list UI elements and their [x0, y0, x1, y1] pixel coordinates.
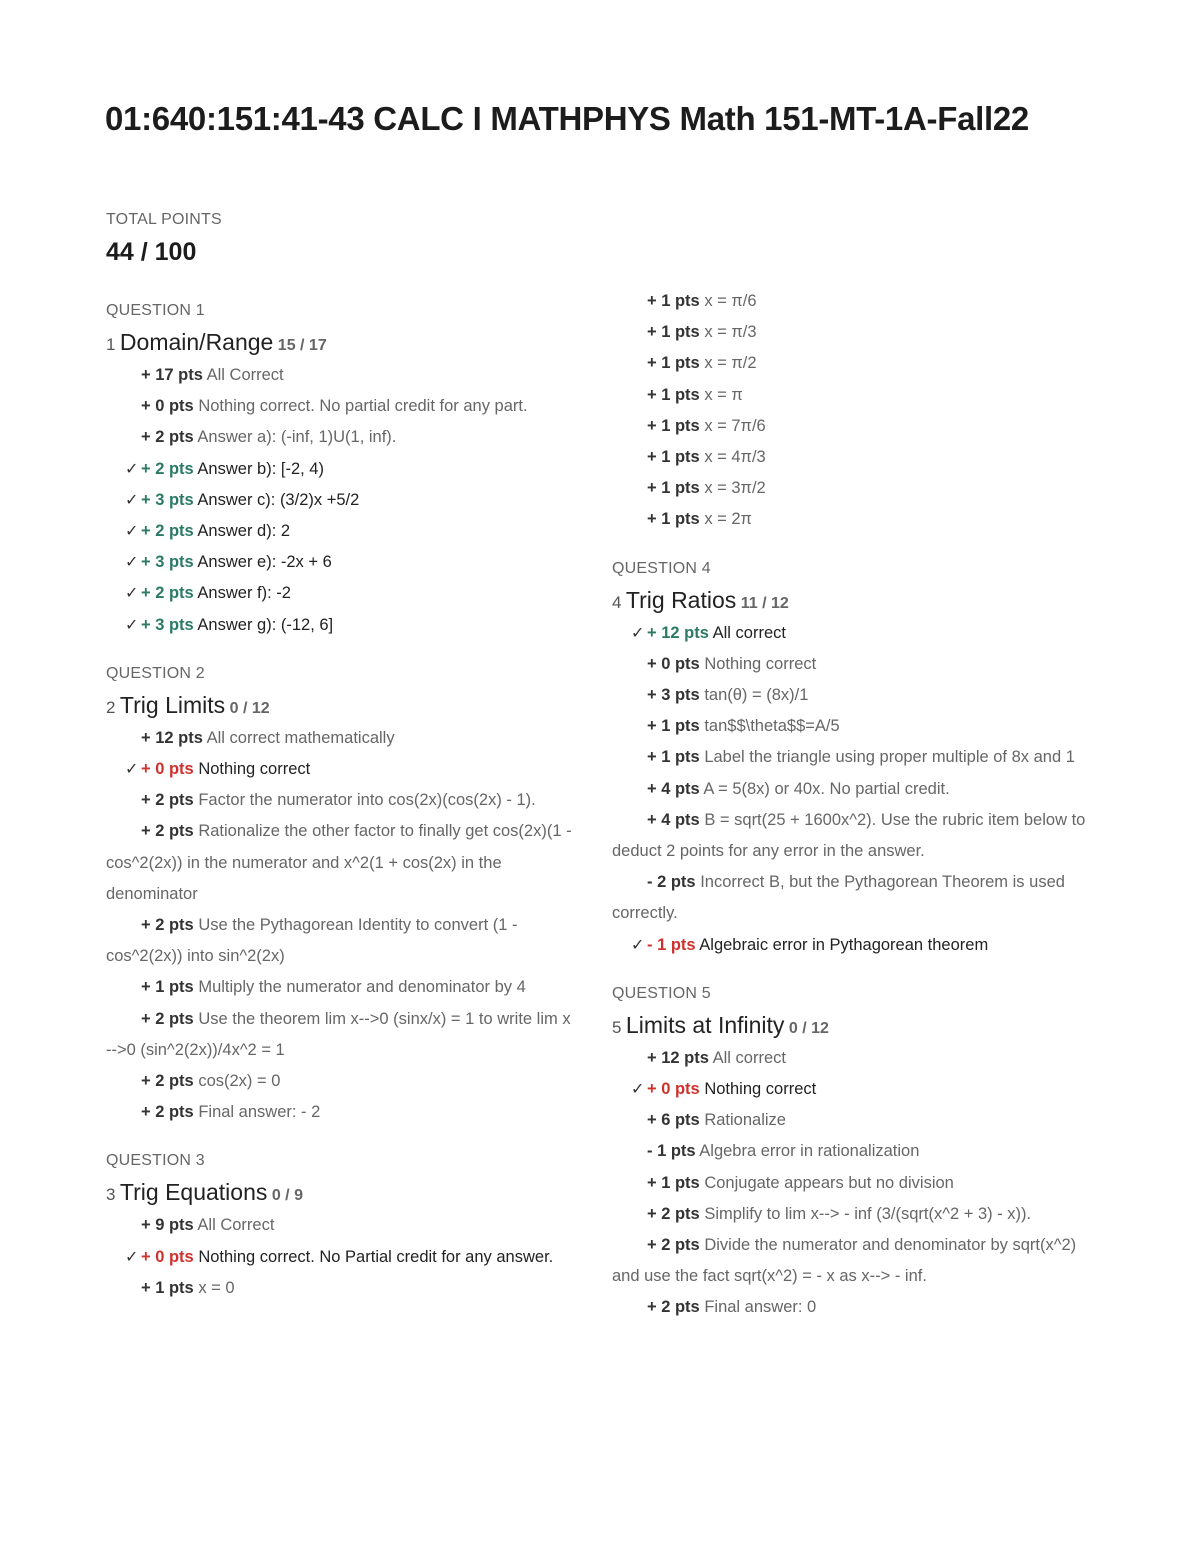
rubric-description: Final answer: - 2 [198, 1103, 321, 1122]
question-heading [106, 687, 576, 723]
rubric-points: + 1 pts [647, 416, 700, 435]
rubric-item [612, 286, 1098, 317]
rubric-description: Nothing correct. No Partial credit for any answer. [198, 1247, 554, 1266]
rubric-description: Use the theorem lim x-->0 (sinx/x) = 1 to write lim x -->0 (sin^2(2x))/4x^2 = 1 [106, 1009, 571, 1059]
rubric-points: + 0 pts [141, 760, 194, 779]
question-number: 3 [106, 1185, 116, 1205]
rubric-item [106, 816, 576, 910]
rubric-item [106, 910, 576, 972]
rubric-item [612, 1043, 1098, 1074]
rubric-points: + 2 pts [647, 1204, 700, 1223]
rubric-item [612, 411, 1098, 442]
rubric-points: + 12 pts [647, 623, 709, 642]
rubric-description: Nothing correct [704, 654, 817, 673]
rubric-item [612, 380, 1098, 411]
question-label: QUESTION 3 [106, 1152, 205, 1170]
rubric-description: Answer g): (-12, 6] [197, 615, 334, 634]
rubric-points: + 1 pts [647, 292, 700, 310]
checkmark-icon: ✓ [125, 1248, 139, 1266]
rubric-description: Answer b): [-2, 4) [197, 459, 324, 478]
checkmark-icon: ✓ [125, 616, 139, 634]
rubric-description: Nothing correct [704, 1080, 817, 1099]
question-label: QUESTION 2 [106, 664, 205, 682]
total-points-value: 44 / 100 [106, 238, 197, 266]
question-heading [106, 1174, 576, 1210]
checkmark-icon: ✓ [631, 1081, 645, 1099]
rubric-points: + 3 pts [141, 553, 194, 572]
rubric-description: x = π/3 [704, 323, 757, 342]
rubric-points: + 4 pts [647, 779, 700, 798]
rubric-description: Answer c): (3/2)x +5/2 [197, 490, 360, 509]
rubric-item [612, 1105, 1098, 1136]
rubric-description: Algebraic error in Pythagorean theorem [699, 935, 989, 954]
rubric-points: + 3 pts [647, 686, 700, 705]
rubric-description: Nothing correct. No partial credit for any part. [198, 397, 528, 416]
checkmark-icon: ✓ [125, 491, 139, 509]
rubric-description: Divide the numerator and denominator by sqrt(x^2) and use the fact sqrt(x^2) = - x as x--> - inf. [612, 1236, 1077, 1286]
total-points-label: TOTAL POINTS [106, 211, 222, 228]
question-title: Domain/Range [119, 329, 274, 355]
rubric-description: B = sqrt(25 + 1600x^2). Use the rubric item below to deduct 2 points for any error in the answer. [612, 810, 1086, 861]
rubric-points: + 2 pts [647, 1236, 700, 1255]
rubric-description: tan(θ) = (8x)/1 [704, 686, 809, 705]
rubric-description: All Correct [206, 366, 284, 384]
rubric-description: Rationalize [704, 1111, 786, 1130]
question-score: 15 / 17 [277, 337, 327, 354]
page-title: 01:640:151:41-43 CALC I MATHPHYS Math 151-MT-1A-Fall22 [105, 100, 1029, 137]
rubric-item [106, 547, 576, 578]
question-heading [612, 1007, 1098, 1043]
checkmark-icon: ✓ [631, 936, 645, 954]
rubric-item [106, 516, 576, 547]
rubric-points: + 2 pts [141, 584, 194, 603]
question-title: Trig Ratios [625, 586, 737, 613]
rubric-description: x = π/2 [704, 354, 757, 373]
rubric-item [612, 317, 1098, 348]
question-score: 0 / 9 [271, 1187, 303, 1205]
question-label: QUESTION 5 [612, 984, 711, 1002]
rubric-item [612, 711, 1098, 742]
rubric-points: + 2 pts [141, 1072, 194, 1091]
rubric-item [106, 754, 576, 785]
rubric-description: All Correct [197, 1216, 275, 1235]
rubric-points: + 0 pts [647, 1080, 700, 1099]
rubric-item [106, 1004, 576, 1066]
rubric-points: + 2 pts [141, 822, 194, 841]
rubric-item [106, 391, 576, 422]
question-score: 0 / 12 [229, 699, 270, 717]
rubric-description: x = 3π/2 [704, 479, 766, 498]
rubric-item [612, 742, 1098, 773]
rubric-item [106, 785, 576, 816]
rubric-points: + 2 pts [141, 428, 194, 447]
rubric-description: Incorrect B, but the Pythagorean Theorem is used correctly. [612, 873, 1065, 923]
question-title: Trig Limits [119, 691, 226, 718]
question-heading [106, 324, 576, 360]
rubric-description: Simplify to lim x--> - inf (3/(sqrt(x^2 + 3) - x)). [704, 1204, 1032, 1223]
rubric-description: All correct [712, 623, 786, 642]
rubric-points: + 3 pts [141, 490, 194, 509]
rubric-points: + 12 pts [647, 1048, 709, 1067]
rubric-item [612, 1136, 1098, 1167]
rubric-description: Answer d): 2 [197, 522, 291, 541]
rubric-description: Answer f): -2 [197, 584, 291, 603]
rubric-description: x = 4π/3 [704, 448, 766, 467]
rubric-points: + 2 pts [141, 459, 194, 478]
rubric-points: + 1 pts [647, 510, 700, 529]
rubric-item [106, 454, 576, 485]
rubric-points: + 3 pts [141, 615, 194, 634]
rubric-item [612, 504, 1098, 535]
rubric-points: + 6 pts [647, 1111, 700, 1130]
rubric-points: + 1 pts [647, 1173, 700, 1192]
rubric-item [106, 1066, 576, 1097]
rubric-item [106, 610, 576, 641]
rubric-points: + 1 pts [647, 448, 700, 467]
checkmark-icon: ✓ [125, 761, 139, 779]
rubric-description: All correct mathematically [206, 728, 395, 747]
rubric-description: x = π [704, 385, 743, 404]
rubric-description: x = 2π [704, 510, 752, 529]
rubric-description: Nothing correct [198, 760, 311, 779]
rubric-description: A = 5(8x) or 40x. No partial credit. [703, 779, 950, 798]
question-number: 4 [612, 592, 622, 612]
question-number: 1 [106, 335, 116, 354]
question-label: QUESTION 1 [106, 302, 205, 319]
left-column [106, 298, 576, 1304]
rubric-points: + 2 pts [141, 1009, 194, 1028]
rubric-item [612, 1074, 1098, 1105]
rubric-points: + 1 pts [647, 717, 700, 736]
rubric-item [612, 649, 1098, 680]
rubric-description: Algebra error in rationalization [699, 1142, 920, 1161]
question-label: QUESTION 4 [612, 559, 711, 577]
rubric-item [106, 723, 576, 754]
rubric-description: Rationalize the other factor to finally get cos(2x)(1 - cos^2(2x)) in the numerator and x^2(1 + cos(2x) in the denominator [106, 822, 572, 903]
rubric-points: + 2 pts [647, 1298, 700, 1317]
rubric-points: + 1 pts [647, 354, 700, 373]
rubric-description: Conjugate appears but no division [704, 1173, 954, 1192]
rubric-points: + 4 pts [647, 810, 700, 829]
rubric-points: + 2 pts [141, 916, 194, 935]
checkmark-icon: ✓ [631, 624, 645, 642]
rubric-description: tan$$\theta$$=A/5 [704, 717, 840, 736]
rubric-description: x = 7π/6 [704, 416, 766, 435]
checkmark-icon: ✓ [125, 460, 139, 478]
rubric-item [612, 774, 1098, 805]
rubric-item [106, 360, 576, 391]
rubric-item [106, 1273, 576, 1304]
checkmark-icon: ✓ [125, 585, 139, 603]
rubric-description: Use the Pythagorean Identity to convert (1 - cos^2(2x)) into sin^2(2x) [106, 916, 518, 966]
rubric-points: + 1 pts [141, 1278, 194, 1297]
question-title: Limits at Infinity [625, 1011, 785, 1038]
rubric-item [106, 1097, 576, 1128]
question-number: 2 [106, 697, 116, 717]
rubric-item [612, 442, 1098, 473]
rubric-item [106, 485, 576, 516]
rubric-description: Answer e): -2x + 6 [197, 553, 332, 572]
rubric-description: Answer a): (-inf, 1)U(1, inf). [197, 428, 397, 447]
rubric-points: + 1 pts [647, 479, 700, 498]
rubric-item [106, 972, 576, 1003]
rubric-item [612, 867, 1098, 929]
rubric-points: + 1 pts [647, 323, 700, 342]
rubric-item [106, 1242, 576, 1273]
rubric-description: x = π/6 [704, 292, 757, 310]
rubric-description: Final answer: 0 [704, 1298, 817, 1317]
rubric-item [612, 1168, 1098, 1199]
rubric-points: + 0 pts [647, 654, 700, 673]
rubric-item [106, 578, 576, 609]
rubric-item [612, 680, 1098, 711]
question-heading [612, 582, 1098, 618]
rubric-item [612, 1230, 1098, 1292]
rubric-points: + 1 pts [647, 748, 700, 767]
question-score: 0 / 12 [788, 1019, 829, 1037]
rubric-points: + 2 pts [141, 791, 194, 810]
rubric-item [612, 1292, 1098, 1323]
rubric-item [612, 473, 1098, 504]
checkmark-icon: ✓ [125, 523, 139, 541]
rubric-points: + 0 pts [141, 397, 194, 416]
rubric-item [106, 1210, 576, 1241]
rubric-description: Multiply the numerator and denominator by 4 [198, 978, 526, 997]
rubric-description: Label the triangle using proper multiple of 8x and 1 [704, 748, 1075, 767]
rubric-points: + 1 pts [141, 978, 194, 997]
rubric-points: - 1 pts [647, 1142, 696, 1161]
checkmark-icon: ✓ [125, 554, 139, 572]
rubric-item [612, 348, 1098, 379]
rubric-points: + 12 pts [141, 728, 203, 747]
rubric-points: + 1 pts [647, 385, 700, 404]
rubric-points: + 2 pts [141, 522, 194, 541]
right-column [612, 286, 1098, 1324]
rubric-item [612, 1199, 1098, 1230]
rubric-points: + 17 pts [141, 366, 203, 384]
rubric-description: x = 0 [198, 1278, 235, 1297]
question-score: 11 / 12 [740, 594, 789, 612]
rubric-description: cos(2x) = 0 [198, 1072, 281, 1091]
rubric-points: + 2 pts [141, 1103, 194, 1122]
rubric-item [612, 805, 1098, 867]
question-number: 5 [612, 1017, 622, 1037]
rubric-points: + 0 pts [141, 1247, 194, 1266]
rubric-item [612, 618, 1098, 649]
rubric-points: + 9 pts [141, 1216, 194, 1235]
rubric-points: - 2 pts [647, 873, 696, 892]
rubric-item [612, 930, 1098, 961]
rubric-points: - 1 pts [647, 935, 696, 954]
rubric-description: All correct [712, 1048, 786, 1067]
rubric-item [106, 422, 576, 453]
question-title: Trig Equations [119, 1179, 268, 1206]
rubric-description: Factor the numerator into cos(2x)(cos(2x) - 1). [198, 791, 536, 810]
